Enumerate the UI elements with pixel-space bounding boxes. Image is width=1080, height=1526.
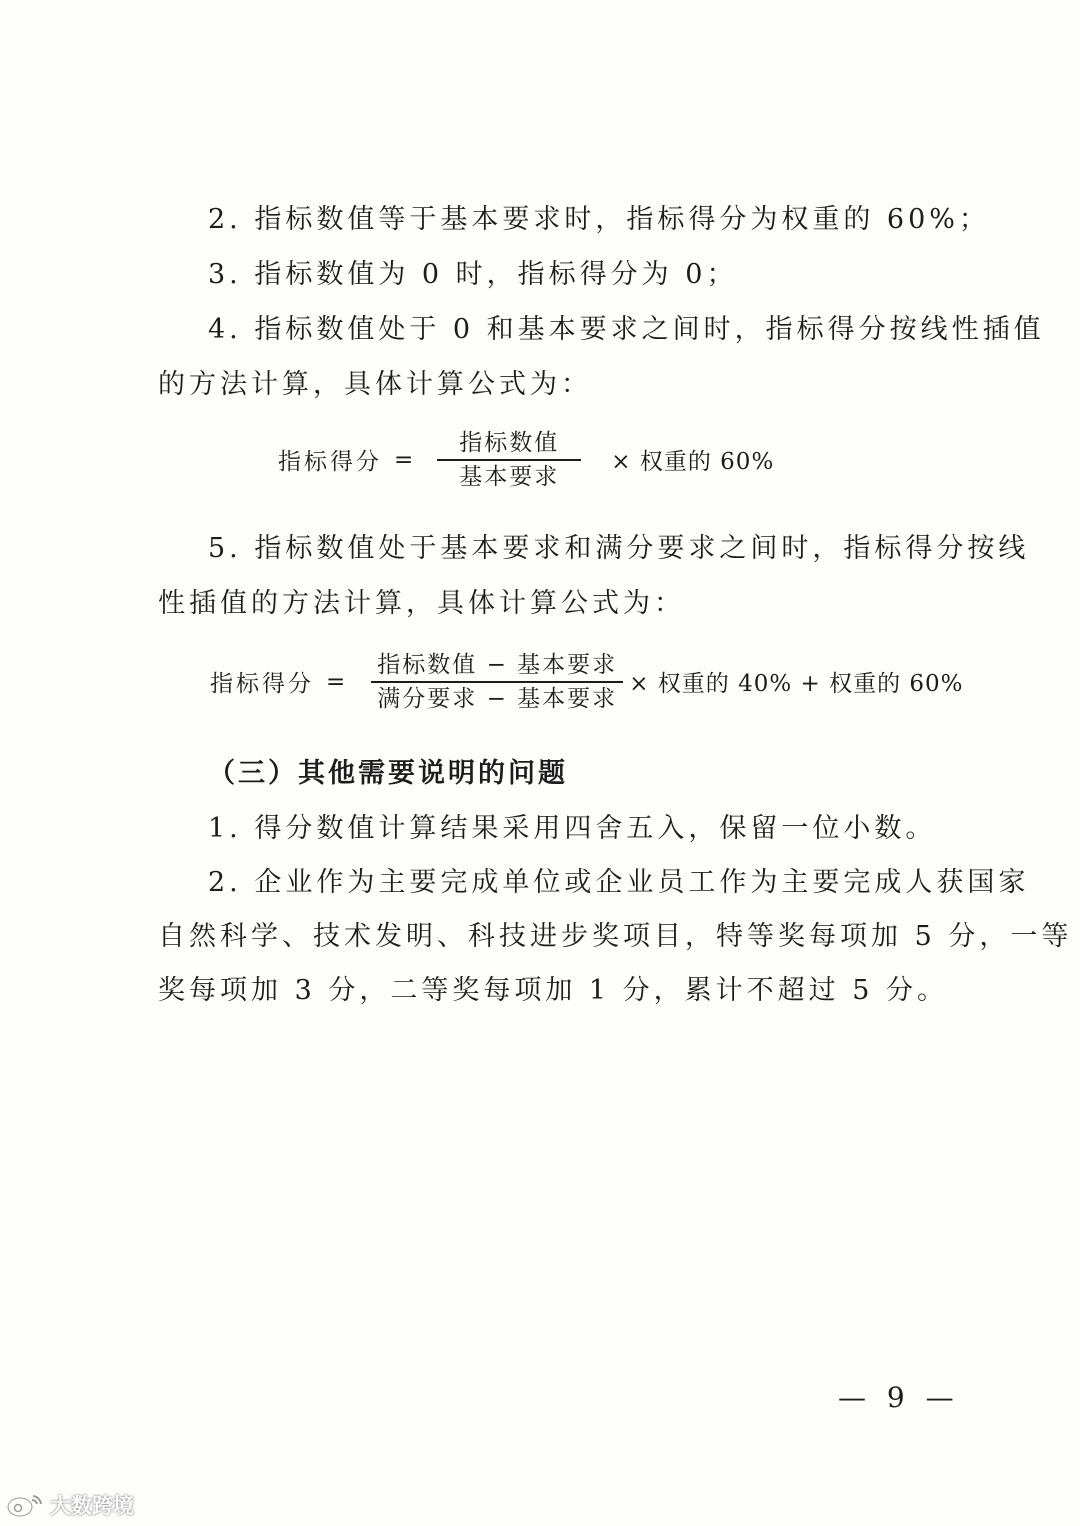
item-4-continued: 的方法计算，具体计算公式为： — [158, 369, 592, 400]
section-line-3: 自然科学、技术发明、科技进步奖项目，特等奖每项加 5 分，一等 — [158, 921, 1073, 952]
section-heading: （三）其他需要说明的问题 — [208, 758, 568, 789]
weibo-logo-icon — [6, 1492, 46, 1518]
watermark — [6, 1490, 134, 1520]
item-3: 3. 指标数值为 0 时，指标得分为 0； — [208, 259, 738, 290]
formula-2-denominator: 满分要求 − 基本要求 — [377, 685, 618, 712]
formula-2-equals: = — [326, 668, 346, 695]
formula-1 — [278, 427, 774, 493]
formula-2-numerator: 指标数值 − 基本要求 — [377, 652, 618, 678]
formula-2 — [210, 649, 964, 715]
section-line-4: 奖每项加 3 分，二等奖每项加 1 分，累计不超过 5 分。 — [158, 975, 949, 1006]
item-2: 2. 指标数值等于基本要求时，指标得分为权重的 60%； — [208, 204, 990, 235]
formula-1-lhs: 指标得分 — [278, 449, 382, 476]
section-line-2: 2. 企业作为主要完成单位或企业员工作为主要完成人获国家 — [208, 867, 1030, 898]
watermark-text: 大数跨境 — [50, 1494, 134, 1518]
page-number: — 9 — — [838, 1381, 960, 1414]
formula-2-lhs: 指标得分 — [210, 671, 314, 698]
formula-1-denominator: 基本要求 — [459, 463, 560, 490]
item-5-continued: 性插值的方法计算，具体计算公式为： — [158, 588, 685, 619]
formula-1-equals: = — [394, 446, 414, 473]
formula-1-numerator: 指标数值 — [459, 430, 560, 456]
section-line-1: 1. 得分数值计算结果采用四舍五入，保留一位小数。 — [208, 813, 937, 844]
formula-2-fraction — [371, 649, 623, 715]
formula-1-fraction — [437, 427, 581, 493]
item-5: 5. 指标数值处于基本要求和满分要求之间时，指标得分按线 — [208, 533, 1030, 564]
formula-2-rhs: × 权重的 40% + 权重的 60% — [629, 671, 964, 698]
formula-1-rhs: × 权重的 60% — [611, 449, 775, 476]
item-4: 4. 指标数值处于 0 和基本要求之间时，指标得分按线性插值 — [208, 314, 1045, 345]
